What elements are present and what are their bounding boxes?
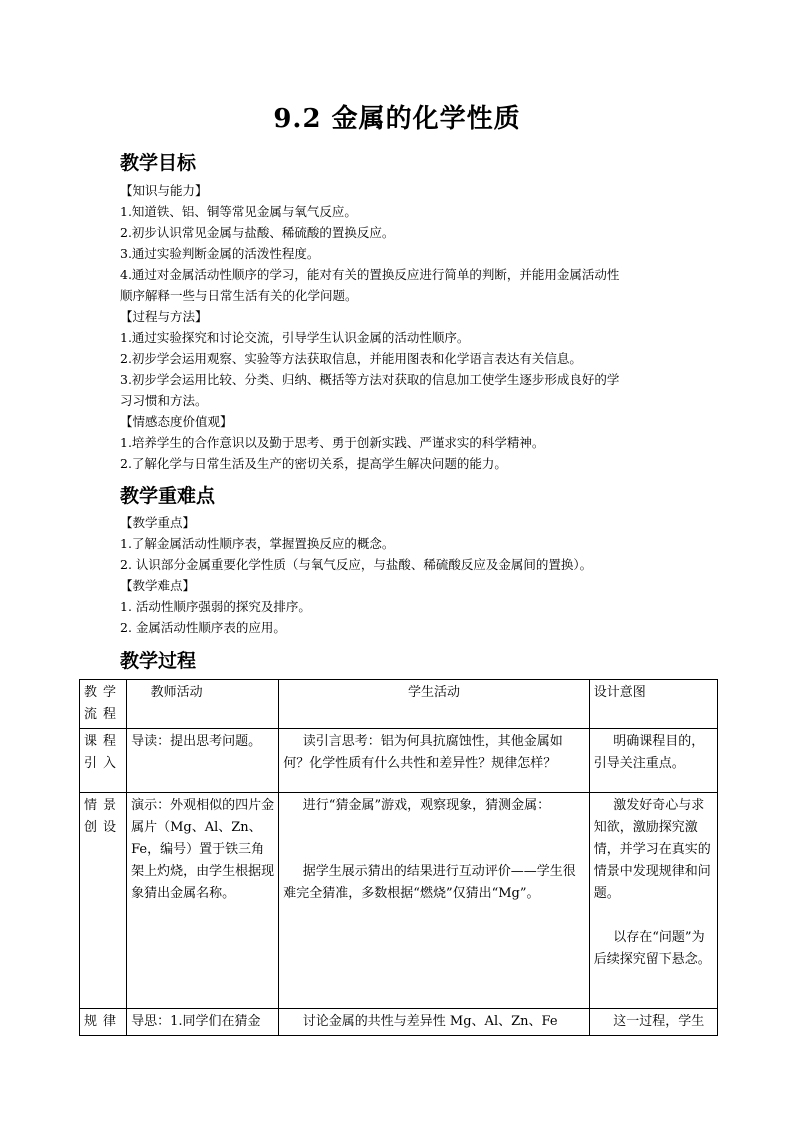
goals-line: 1.通过实验探究和讨论交流，引导学生认识金属的活动性顺序。 [120,330,470,345]
goals-line: 【知识与能力】 [120,183,208,198]
teacher-cell: 导思：1.同学们在猜金 [127,1009,279,1036]
section-heading-process: 教学过程 [120,650,197,672]
goals-line: 3.初步学会运用比较、分类、归纳、概括等方法对获取的信息加工使学生逐步形成良好的学 [120,372,620,387]
goals-list [120,180,690,474]
stage-cell: 情景创设 [80,793,127,1009]
intent-cell [589,793,717,1009]
student-text: 据学生展示猜出的结果进行互动评价——学生很难完全猜准，多数根据“燃烧”仅猜出“Mg”。 [283,864,576,901]
goals-line: 3.通过实验判断金属的活泼性程度。 [120,246,320,261]
goals-line: 4.通过对金属活动性顺序的学习，能对有关的置换反应进行简单的判断，并能用金属活动性 [120,267,620,282]
table-header-cell: 教学流程 [80,680,127,729]
page-title: 9.2 金属的化学性质 [273,104,521,134]
teacher-cell: 导读：提出思考问题。 [127,729,279,793]
intent-cell [589,1009,717,1036]
intent-text: 明确课程目的，引导关注重点。 [593,734,705,771]
goals-line: 【过程与方法】 [120,309,208,324]
student-text: 讨论金属的共性与差异性 Mg、Al、Zn、Fe [302,1014,558,1029]
keypoints-line: 1. 活动性顺序强弱的探究及排序。 [120,599,311,614]
keypoints-line: 2. 金属活动性顺序表的应用。 [120,620,286,635]
table-header-cell: 设计意图 [589,680,717,729]
student-text: 进行“猜金属”游戏，观察现象，猜测金属： [302,798,551,813]
goals-line: 习习惯和方法。 [120,393,208,408]
process-table [79,679,718,1036]
goals-line: 1.知道铁、铝、铜等常见金属与氧气反应。 [120,204,357,219]
goals-line: 2.了解化学与日常生活及生产的密切关系，提高学生解决问题的能力。 [120,456,507,471]
student-text: 读引言思考：铝为何具抗腐蚀性，其他金属如何？化学性质有什么共性和差异性？规律怎样？ [283,734,563,771]
table-row [80,1009,718,1036]
keypoints-line: 【教学重点】 [120,515,196,530]
keypoints-list [120,512,690,638]
intent-text: 激发好奇心与求知欲，激励探究激情，并学习在真实的情景中发现规律和问题。 [593,798,711,901]
table-header-cell: 教师活动 [127,680,279,729]
stage-cell: 规律 [80,1009,127,1036]
stage-cell: 课程引入 [80,729,127,793]
intent-text: 以存在“问题”为后续探究留下悬念。 [593,930,711,967]
goals-line: 顺序解释一些与日常生活有关的化学问题。 [120,288,358,303]
student-cell [279,729,589,793]
goals-line: 2.初步认识常见金属与盐酸、稀硫酸的置换反应。 [120,225,395,240]
keypoints-line: 2. 认识部分金属重要化学性质（与氧气反应，与盐酸、稀硫酸反应及金属间的置换）。 [120,557,593,572]
intent-text: 这一过程，学生 [613,1014,705,1029]
student-cell [279,793,589,1009]
intent-cell [589,729,717,793]
student-cell [279,1009,589,1036]
goals-line: 1.培养学生的合作意识以及勤于思考、勇于创新实践、严谨求实的科学精神。 [120,435,545,450]
table-header-cell: 学生活动 [279,680,589,729]
teacher-cell: 演示：外观相似的四片金属片（Mg、Al、Zn、Fe，编号）置于铁三角架上灼烧，由学生根据现象猜出金属名称。 [127,793,279,1009]
keypoints-line: 【教学难点】 [120,578,196,593]
keypoints-line: 1.了解金属活动性顺序表，掌握置换反应的概念。 [120,536,395,551]
goals-line: 【情感态度价值观】 [120,414,233,429]
section-heading-goals: 教学目标 [120,152,197,174]
table-row [80,729,718,793]
goals-line: 2.初步学会运用观察、实验等方法获取信息，并能用图表和化学语言表达有关信息。 [120,351,582,366]
section-heading-keypoints: 教学重难点 [120,485,216,507]
table-header-row [80,680,718,729]
table-row [80,793,718,1009]
